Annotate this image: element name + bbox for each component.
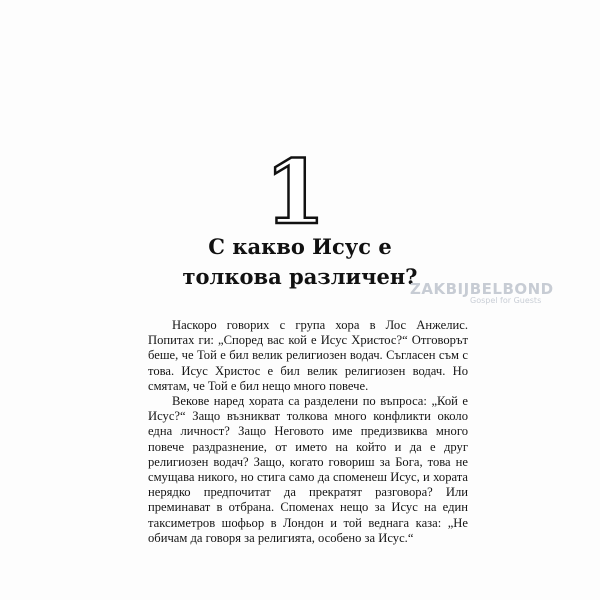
body-text [148,318,468,546]
watermark-brand: ZAKBIJBELBOND [410,280,554,298]
chapter-title-line-1: С какво Исус е [208,234,392,259]
paragraph: Векове наред хората са разделени по въпроса: „Кой е Исус?“ Защо възникват толкова много конфликти около една личност? Защо Неговото име предизвиква много повече раздразнение, от името на който и да е друг религиозен водач? Защо, когато говориш за Бога, това не смущава никого, но стига само да споменеш Исус, и хората нерядко предпочитат да прекратят разговора? Или преминават в отбрана. Споменах нещо за Исус на един таксиметров шофьор в Лондон и той веднага каза: „Не обичам да говоря за религията, особено за Исус.“ [148,394,468,545]
paragraph: Наскоро говорих с група хора в Лос Анжелис. Попитах ги: „Според вас кой е Исус Христос?“ Отговорът беше, че Той е бил велик религиозен водач. Съгласен съм с това. Исус Христос е бил велик религиозен водач. Но смятам, че Той е бил нещо много повече. [148,318,468,393]
chapter-number: 1 [264,140,326,244]
watermark-tagline: Gospel for Guests [470,296,542,305]
page-edge-shadow [108,170,116,230]
chapter-title-line-2: толкова различен? [182,264,418,289]
watermark [410,280,560,305]
chapter-title [150,232,450,292]
